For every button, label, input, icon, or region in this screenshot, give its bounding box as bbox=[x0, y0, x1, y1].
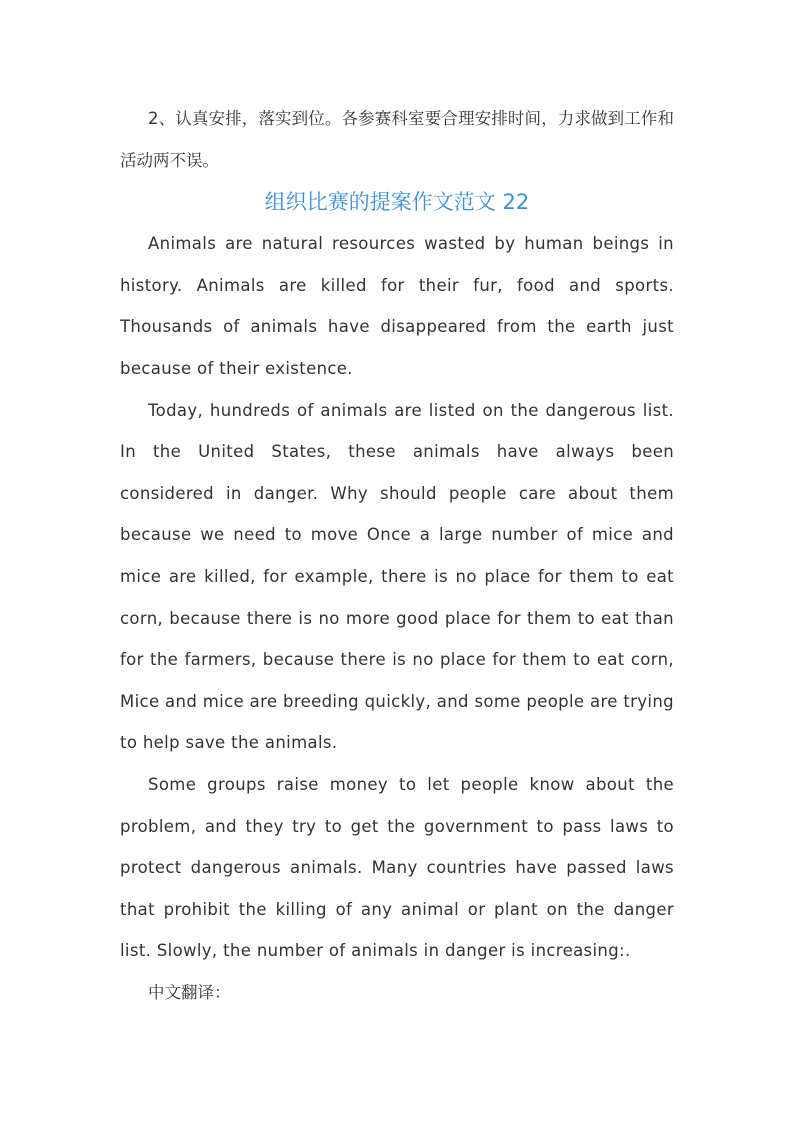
translation-label: 中文翻译： bbox=[148, 982, 231, 1002]
document-body bbox=[120, 98, 674, 1013]
section-title: 组织比赛的提案作文范文 22 bbox=[264, 190, 530, 215]
paragraph-3: Some groups raise money to let people know about the problem, and they try to get the government to pass laws to protect dangerous animals. Many countries have passed laws that prohibit the killing of any animal or plant on the danger list. Slowly, the number of animals in danger is increasing:. bbox=[120, 774, 674, 961]
paragraph-2: Today, hundreds of animals are listed on the dangerous list. In the United States, these animals have always been considered in danger. Why should people care about them because we need to move Once a large number of mice and mice are killed, for example, there is no place for them to eat corn, because there is no more good place for them to eat than for the farmers, because there is no place for them to eat corn, Mice and mice are breeding quickly, and some people are trying to help save the animals. bbox=[120, 400, 674, 753]
intro-paragraph: 2、认真安排，落实到位。各参赛科室要合理安排时间，力求做到工作和活动两不误。 bbox=[120, 109, 674, 170]
paragraph-1: Animals are natural resources wasted by human beings in history. Animals are killed for their fur, food and sports. Thousands of animals have disappeared from the earth just because of their existence. bbox=[120, 234, 674, 378]
